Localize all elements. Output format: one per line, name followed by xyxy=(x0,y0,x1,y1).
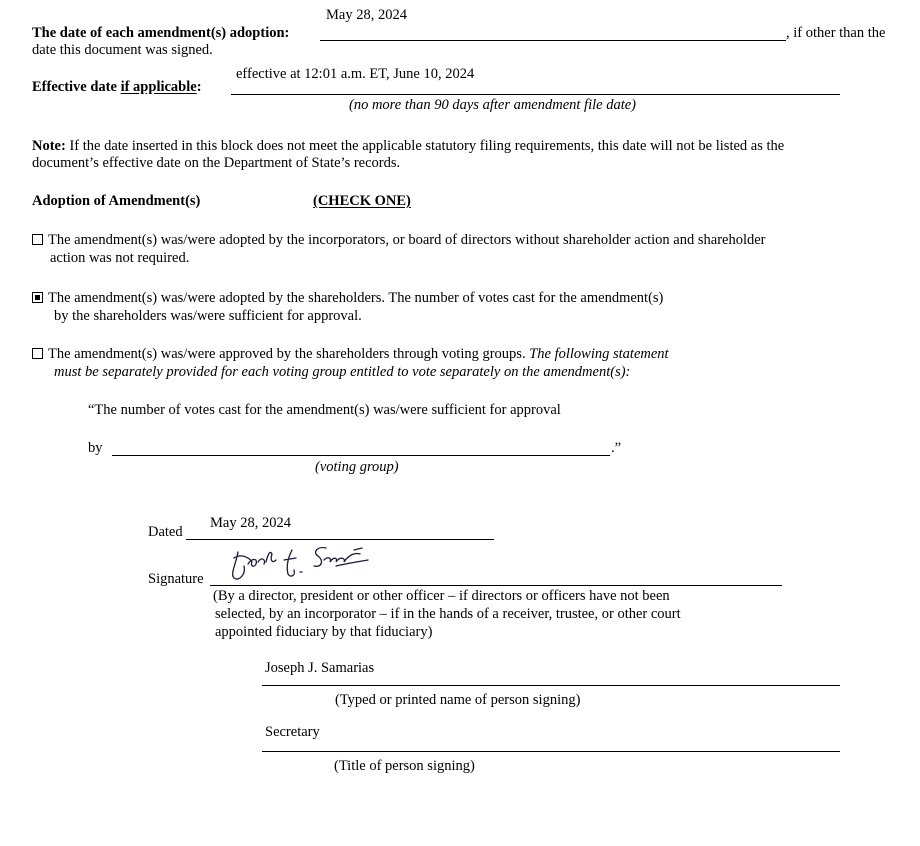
effective-date-caption: (no more than 90 days after amendment file date) xyxy=(349,97,636,113)
option-shareholders-line-1: The amendment(s) was/were adopted by the shareholders. The number of votes cast for the amendment(s) xyxy=(48,290,664,306)
effective-date-label-underlined: if applicable xyxy=(120,79,197,95)
effective-date-line xyxy=(231,94,840,95)
effective-date-label xyxy=(32,79,202,96)
signature-line xyxy=(210,585,782,586)
option-incorporators-line-1: The amendment(s) was/were adopted by the incorporators, or board of directors without shareholder action and shareholder xyxy=(48,232,766,248)
option-incorporators[interactable] xyxy=(32,232,766,249)
option-incorporators-line-2: action was not required. xyxy=(50,250,190,266)
option-shareholders[interactable] xyxy=(32,290,663,307)
adoption-date-label: The date of each amendment(s) adoption: xyxy=(32,25,290,41)
effective-date-label-suffix: : xyxy=(196,79,202,95)
signature-note-2: selected, by an incorporator – if in the hands of a receiver, trustee, or other court xyxy=(215,606,681,622)
title-caption: (Title of person signing) xyxy=(334,758,475,774)
note-line-2: document’s effective date on the Department of State’s records. xyxy=(32,155,401,171)
note-text-1: If the date inserted in this block does not meet the applicable statutory filing requirements, this date will not be listed as the xyxy=(65,138,785,154)
option-voting-groups[interactable] xyxy=(32,346,669,363)
voting-statement: “The number of votes cast for the amendment(s) was/were sufficient for approval xyxy=(88,402,561,418)
adoption-date-value[interactable]: May 28, 2024 xyxy=(326,7,407,23)
note-label: Note: xyxy=(32,138,66,154)
adoption-date-line xyxy=(320,40,786,41)
checkbox-voting-groups[interactable] xyxy=(32,348,43,359)
note-line-1 xyxy=(32,138,784,155)
voting-group-line[interactable] xyxy=(112,455,610,456)
signature-note-1: (By a director, president or other officer – if directors or officers have not been xyxy=(213,588,670,604)
check-one-label: (CHECK ONE) xyxy=(313,193,411,209)
by-label: by xyxy=(88,440,103,456)
printed-name-line xyxy=(262,685,840,686)
signature-label: Signature xyxy=(148,571,204,587)
adoption-section-title: Adoption of Amendment(s) xyxy=(32,193,201,209)
adoption-date-suffix: , if other than the xyxy=(786,25,886,41)
dated-label: Dated xyxy=(148,524,183,540)
option-shareholders-line-2: by the shareholders was/were sufficient for approval. xyxy=(54,308,362,324)
dated-value[interactable]: May 28, 2024 xyxy=(210,515,291,531)
title-line xyxy=(262,751,840,752)
checkbox-incorporators[interactable] xyxy=(32,234,43,245)
effective-date-label-prefix: Effective date xyxy=(32,79,121,95)
printed-name-caption: (Typed or printed name of person signing) xyxy=(335,692,581,708)
adoption-date-continuation: date this document was signed. xyxy=(32,42,213,58)
option-voting-groups-line-1: The amendment(s) was/were approved by the shareholders through voting groups. xyxy=(48,346,526,362)
voting-group-caption: (voting group) xyxy=(315,459,399,475)
handwritten-signature xyxy=(226,544,376,584)
printed-name-value[interactable]: Joseph J. Samarias xyxy=(265,660,375,676)
title-value[interactable]: Secretary xyxy=(265,724,320,740)
checkbox-shareholders[interactable] xyxy=(32,292,43,303)
option-voting-groups-line-2: must be separately provided for each voting group entitled to vote separately on the amendment(s): xyxy=(54,364,631,380)
option-voting-groups-line-1-italic: The following statement xyxy=(525,346,669,362)
effective-date-value[interactable]: effective at 12:01 a.m. ET, June 10, 2024 xyxy=(236,66,475,82)
signature-note-3: appointed fiduciary by that fiduciary) xyxy=(215,624,433,640)
by-close: .” xyxy=(611,440,622,456)
dated-line xyxy=(186,539,494,540)
